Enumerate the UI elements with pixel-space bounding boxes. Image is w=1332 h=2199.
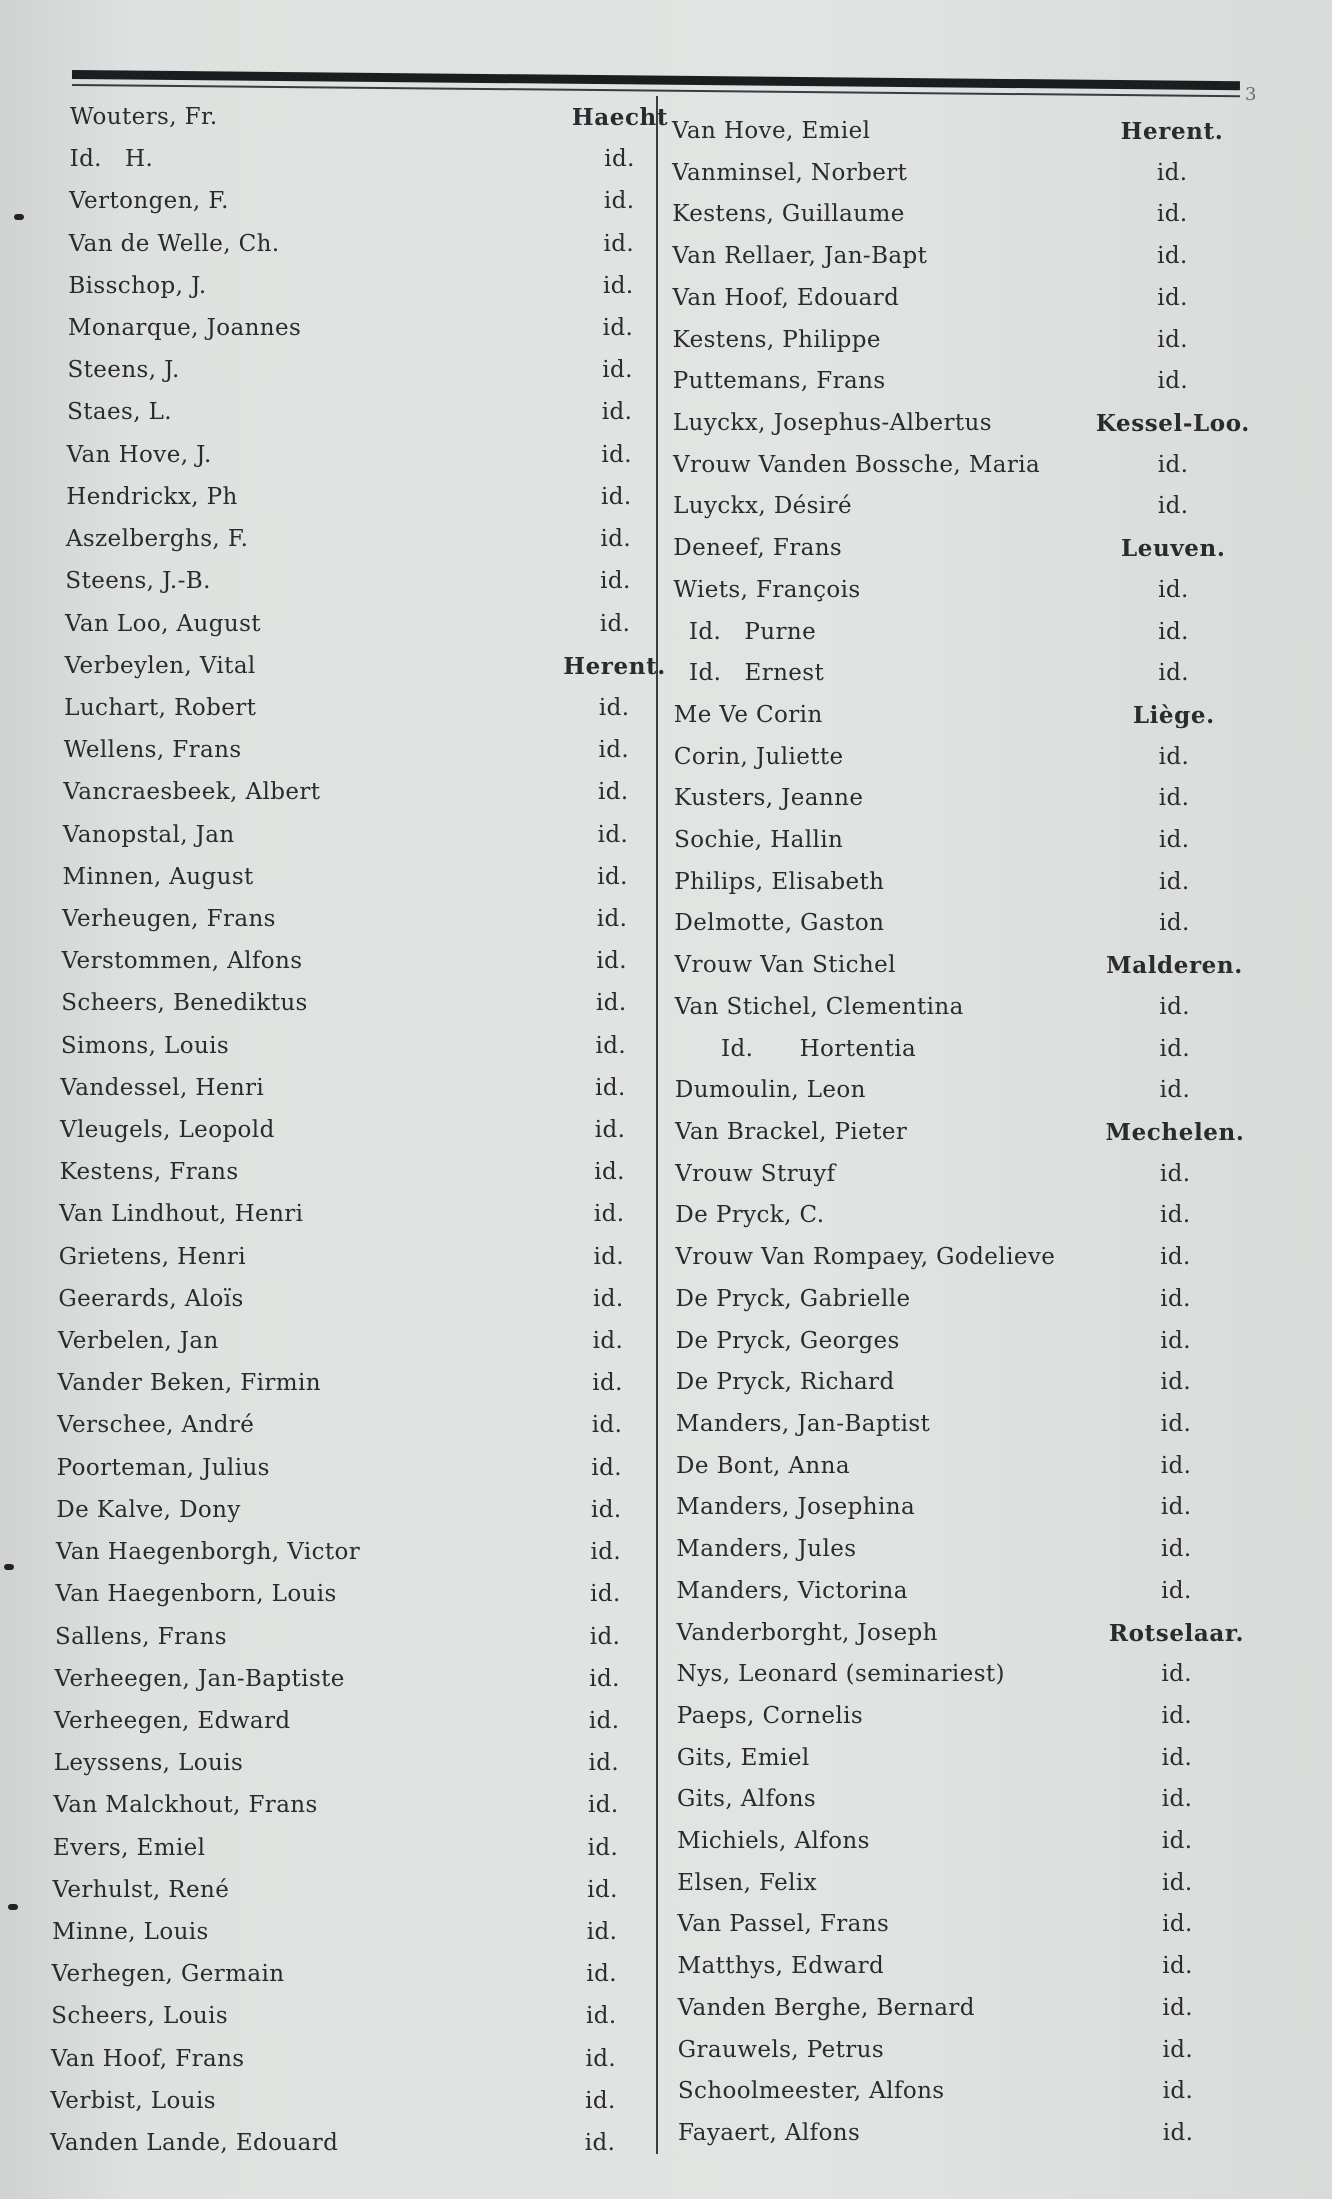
place-name: id. — [1160, 1244, 1191, 1271]
person-name: Vanminsel, Norbert — [672, 159, 908, 186]
person-name: Minnen, August — [62, 863, 254, 890]
person-name: Paeps, Cornelis — [676, 1702, 864, 1729]
place-name: id. — [1159, 1202, 1191, 1229]
person-name: Van de Welle, Ch. — [68, 230, 280, 257]
person-name: Delmotte, Gaston — [674, 910, 885, 937]
place-name: id. — [1161, 1744, 1193, 1771]
person-name: Van Rellaer, Jan-Bapt — [672, 243, 928, 270]
place-name: id. — [1161, 1702, 1193, 1729]
place-name: id. — [587, 1834, 619, 1861]
person-name: Van Haegenborn, Louis — [55, 1581, 337, 1608]
person-name: Vanderborght, Joseph — [676, 1619, 938, 1646]
place-name: id. — [603, 188, 635, 215]
person-name: Verheegen, Jan-Baptiste — [54, 1665, 345, 1692]
person-name: Luchart, Robert — [64, 694, 257, 721]
place-name: id. — [588, 1750, 620, 1777]
place-name: id. — [589, 1623, 621, 1650]
place-name: id. — [586, 1918, 618, 1945]
place-name: id. — [588, 1707, 620, 1734]
place-name: Haecht — [571, 104, 669, 131]
place-name: id. — [590, 1581, 621, 1608]
person-name: Van Hove, J. — [66, 441, 212, 468]
place-name: Herent. — [1120, 118, 1224, 145]
person-name: De Pryck, Gabrielle — [675, 1285, 911, 1312]
person-name: Id. Purne — [673, 618, 817, 645]
place-name: id. — [595, 990, 627, 1017]
person-name: Van Hove, Emiel — [672, 118, 871, 144]
folio-mark: 3 — [1245, 84, 1257, 105]
place-name: id. — [1158, 743, 1190, 770]
person-name: Wellens, Frans — [63, 737, 242, 764]
place-name: id. — [601, 441, 632, 468]
person-name: Vanden Lande, Edouard — [50, 2130, 339, 2156]
place-name: id. — [586, 1961, 617, 1988]
place-name: id. — [1158, 576, 1189, 603]
place-name: id. — [590, 1496, 622, 1523]
person-name: Steens, J. — [67, 357, 180, 384]
person-name: Van Lindhout, Henri — [59, 1201, 304, 1228]
place-name: id. — [594, 1159, 625, 1186]
person-name: Grietens, Henri — [58, 1243, 247, 1270]
person-name: Scheers, Louis — [51, 2003, 229, 2030]
person-name: Me Ve Corin — [673, 701, 823, 728]
person-name: De Kalve, Dony — [56, 1496, 241, 1523]
place-name: id. — [595, 1074, 626, 1101]
person-name: Michiels, Alfons — [677, 1828, 870, 1855]
person-name: De Pryck, C. — [675, 1202, 825, 1229]
person-name: Id. Ernest — [673, 660, 825, 687]
place-name: Leuven. — [1121, 535, 1226, 563]
place-name: id. — [604, 146, 635, 173]
place-name: id. — [1161, 1869, 1193, 1896]
person-name: Luyckx, Désiré — [673, 493, 853, 520]
place-name: id. — [1157, 326, 1188, 353]
person-name: Aszelberghs, F. — [65, 526, 249, 553]
person-name: Verstommen, Alfons — [61, 948, 303, 975]
person-name: Minne, Louis — [52, 1918, 209, 1945]
place-name: id. — [1159, 1035, 1191, 1062]
place-name: id. — [588, 1792, 619, 1819]
person-name: Hendrickx, Ph — [66, 483, 238, 510]
place-name: id. — [590, 1539, 622, 1566]
place-name: Rotselaar. — [1108, 1619, 1245, 1647]
place-name: id. — [1159, 1077, 1191, 1104]
place-name: id. — [591, 1412, 623, 1439]
place-name: id. — [598, 694, 630, 721]
person-name: Schoolmeester, Alfons — [677, 2078, 945, 2105]
person-name: Verbeylen, Vital — [64, 652, 256, 679]
person-name: Vrouw Van Stichel — [674, 952, 896, 979]
person-name: Philips, Elisabeth — [674, 868, 885, 895]
person-name: Kestens, Guillaume — [672, 201, 905, 228]
person-name: Van Haegenborgh, Victor — [55, 1539, 361, 1566]
person-name: Geerards, Aloïs — [58, 1285, 244, 1312]
person-name: Manders, Jan-Baptist — [675, 1410, 931, 1437]
place-name: id. — [1158, 660, 1189, 687]
place-name: id. — [585, 2045, 617, 2072]
place-name: id. — [1162, 1994, 1193, 2021]
margin-mark — [8, 1904, 18, 1910]
place-name: id. — [598, 737, 630, 764]
person-name: Vanden Berghe, Bernard — [677, 1994, 975, 2021]
person-name: Corin, Juliette — [673, 743, 844, 770]
person-name: Fayaert, Alfons — [678, 2120, 861, 2146]
person-name: Simons, Louis — [60, 1032, 230, 1059]
place-name: id. — [585, 2087, 616, 2114]
place-name: id. — [1160, 1369, 1192, 1396]
place-name: id. — [598, 779, 629, 806]
person-name: Van Malckhout, Frans — [53, 1792, 318, 1819]
person-name: Verbist, Louis — [50, 2087, 216, 2114]
place-name: id. — [1158, 785, 1190, 812]
place-name: id. — [599, 610, 631, 637]
margin-mark — [4, 1564, 14, 1570]
place-name: Liège. — [1132, 701, 1215, 729]
person-name: De Bont, Anna — [676, 1452, 850, 1479]
person-name: Van Stichel, Clementina — [674, 993, 964, 1020]
person-name: Poorteman, Julius — [56, 1454, 270, 1481]
person-name: Dumoulin, Leon — [674, 1077, 866, 1104]
person-name: De Pryck, Georges — [675, 1327, 900, 1354]
place-name: id. — [603, 230, 635, 257]
person-name: Verbelen, Jan — [57, 1328, 219, 1355]
place-name: id. — [593, 1243, 625, 1270]
place-name: Mechelen. — [1105, 1119, 1245, 1146]
place-name: id. — [1159, 1160, 1191, 1187]
person-name: Gits, Emiel — [676, 1744, 810, 1771]
place-name: id. — [593, 1285, 624, 1312]
place-name: Kessel-Loo. — [1095, 409, 1250, 437]
person-name: Van Hoof, Frans — [50, 2045, 245, 2072]
person-name: Staes, L. — [67, 399, 173, 426]
person-name: Id. H. — [69, 146, 154, 173]
person-name: Van Brackel, Pieter — [675, 1119, 908, 1145]
place-name: id. — [1159, 910, 1190, 937]
person-name: Manders, Josephina — [676, 1494, 916, 1521]
place-name: id. — [601, 399, 633, 426]
place-name: id. — [587, 1876, 618, 1903]
place-name: id. — [602, 315, 634, 342]
place-name: id. — [602, 357, 633, 384]
person-name: De Pryck, Richard — [675, 1369, 895, 1396]
place-name: id. — [1160, 1452, 1192, 1479]
person-name: Manders, Jules — [676, 1536, 857, 1563]
place-name: id. — [585, 2003, 617, 2030]
margin-mark — [14, 214, 24, 220]
person-name: Grauwels, Petrus — [677, 2036, 885, 2063]
person-name: Vleugels, Leopold — [60, 1117, 275, 1143]
person-name: Bisschop, J. — [68, 272, 207, 299]
person-name: Kusters, Jeanne — [674, 785, 864, 812]
place-name: id. — [595, 1032, 627, 1059]
place-name: Malderen. — [1106, 952, 1243, 980]
place-name: id. — [1161, 1661, 1192, 1688]
person-name: Verschee, André — [57, 1412, 255, 1439]
place-name: id. — [592, 1328, 624, 1355]
person-name: Verheugen, Frans — [62, 905, 276, 932]
person-name: Verheegen, Edward — [54, 1707, 291, 1734]
person-name: Leyssens, Louis — [53, 1750, 244, 1777]
person-name: Kestens, Philippe — [672, 326, 881, 353]
place-name: id. — [600, 568, 631, 595]
place-name: id. — [1158, 618, 1189, 645]
person-name: Scheers, Benediktus — [61, 990, 308, 1017]
place-name: id. — [1156, 201, 1188, 228]
person-name: Wouters, Fr. — [70, 104, 218, 130]
place-name: id. — [591, 1454, 622, 1481]
place-name: id. — [603, 272, 634, 299]
person-name: Van Hoof, Edouard — [672, 284, 900, 311]
person-name: Elsen, Felix — [677, 1869, 818, 1896]
person-name: Verhegen, Germain — [51, 1961, 285, 1988]
place-name: id. — [589, 1665, 620, 1692]
place-name: id. — [596, 905, 628, 932]
person-name: Luyckx, Josephus-Albertus — [672, 409, 992, 436]
person-name: Sallens, Frans — [55, 1623, 227, 1650]
person-name: Wiets, François — [673, 576, 861, 603]
place-name: id. — [1156, 159, 1188, 186]
place-name: id. — [1160, 1494, 1192, 1521]
person-name: Puttemans, Frans — [672, 368, 886, 395]
person-name: Van Loo, August — [65, 610, 261, 637]
place-name: id. — [1162, 2036, 1194, 2063]
person-name: Vandessel, Henri — [60, 1074, 265, 1101]
place-name: id. — [597, 863, 628, 890]
place-name: id. — [1157, 451, 1189, 478]
person-name: Vertongen, F. — [69, 188, 229, 215]
place-name: id. — [600, 483, 632, 510]
person-name: Vrouw Struyf — [675, 1160, 836, 1187]
person-name: Id. Hortentia — [674, 1035, 917, 1062]
place-name: id. — [596, 948, 627, 975]
place-name: id. — [1157, 243, 1188, 270]
person-name: Kestens, Frans — [59, 1159, 239, 1186]
place-name: id. — [1160, 1410, 1192, 1437]
person-name: Steens, J.-B. — [65, 568, 211, 595]
place-name: id. — [1162, 1953, 1193, 1980]
person-name: Vanopstal, Jan — [62, 821, 235, 848]
place-name: id. — [592, 1370, 623, 1397]
place-name: id. — [593, 1201, 625, 1228]
place-name: id. — [1157, 493, 1189, 520]
place-name: id. — [1160, 1536, 1192, 1563]
place-name: id. — [1161, 1786, 1193, 1813]
place-name: id. — [594, 1117, 626, 1143]
place-name: id. — [1157, 368, 1189, 395]
place-name: id. — [584, 2130, 616, 2156]
place-name: id. — [1162, 1911, 1193, 1938]
person-name: Van Passel, Frans — [677, 1911, 890, 1938]
place-name: id. — [1158, 868, 1190, 895]
place-name: id. — [1162, 2120, 1194, 2146]
place-name: id. — [1162, 2078, 1194, 2105]
place-name: Herent. — [563, 652, 666, 680]
place-name: id. — [1157, 284, 1188, 311]
person-name: Verhulst, René — [52, 1876, 230, 1903]
person-name: Vrouw Vanden Bossche, Maria — [673, 451, 1041, 478]
person-name: Vander Beken, Firmin — [57, 1370, 321, 1397]
person-name: Monarque, Joannes — [67, 315, 302, 342]
person-name: Evers, Emiel — [52, 1834, 206, 1861]
person-name: Deneef, Frans — [673, 535, 843, 562]
place-name: id. — [597, 821, 629, 848]
person-name: Nys, Leonard (seminariest) — [676, 1661, 1005, 1688]
person-name: Vrouw Van Rompaey, Godelieve — [675, 1244, 1056, 1271]
place-name: id. — [1159, 993, 1190, 1020]
place-name: id. — [1160, 1285, 1191, 1312]
place-name: id. — [1161, 1577, 1192, 1604]
person-name: Sochie, Hallin — [674, 827, 844, 854]
place-name: id. — [1160, 1327, 1191, 1354]
person-name: Vancraesbeek, Albert — [63, 779, 321, 806]
place-name: id. — [600, 526, 632, 553]
person-name: Matthys, Edward — [677, 1953, 885, 1980]
person-name: Manders, Victorina — [676, 1577, 908, 1604]
place-name: id. — [1161, 1828, 1193, 1855]
place-name: id. — [1158, 827, 1190, 854]
person-name: Gits, Alfons — [677, 1786, 817, 1813]
